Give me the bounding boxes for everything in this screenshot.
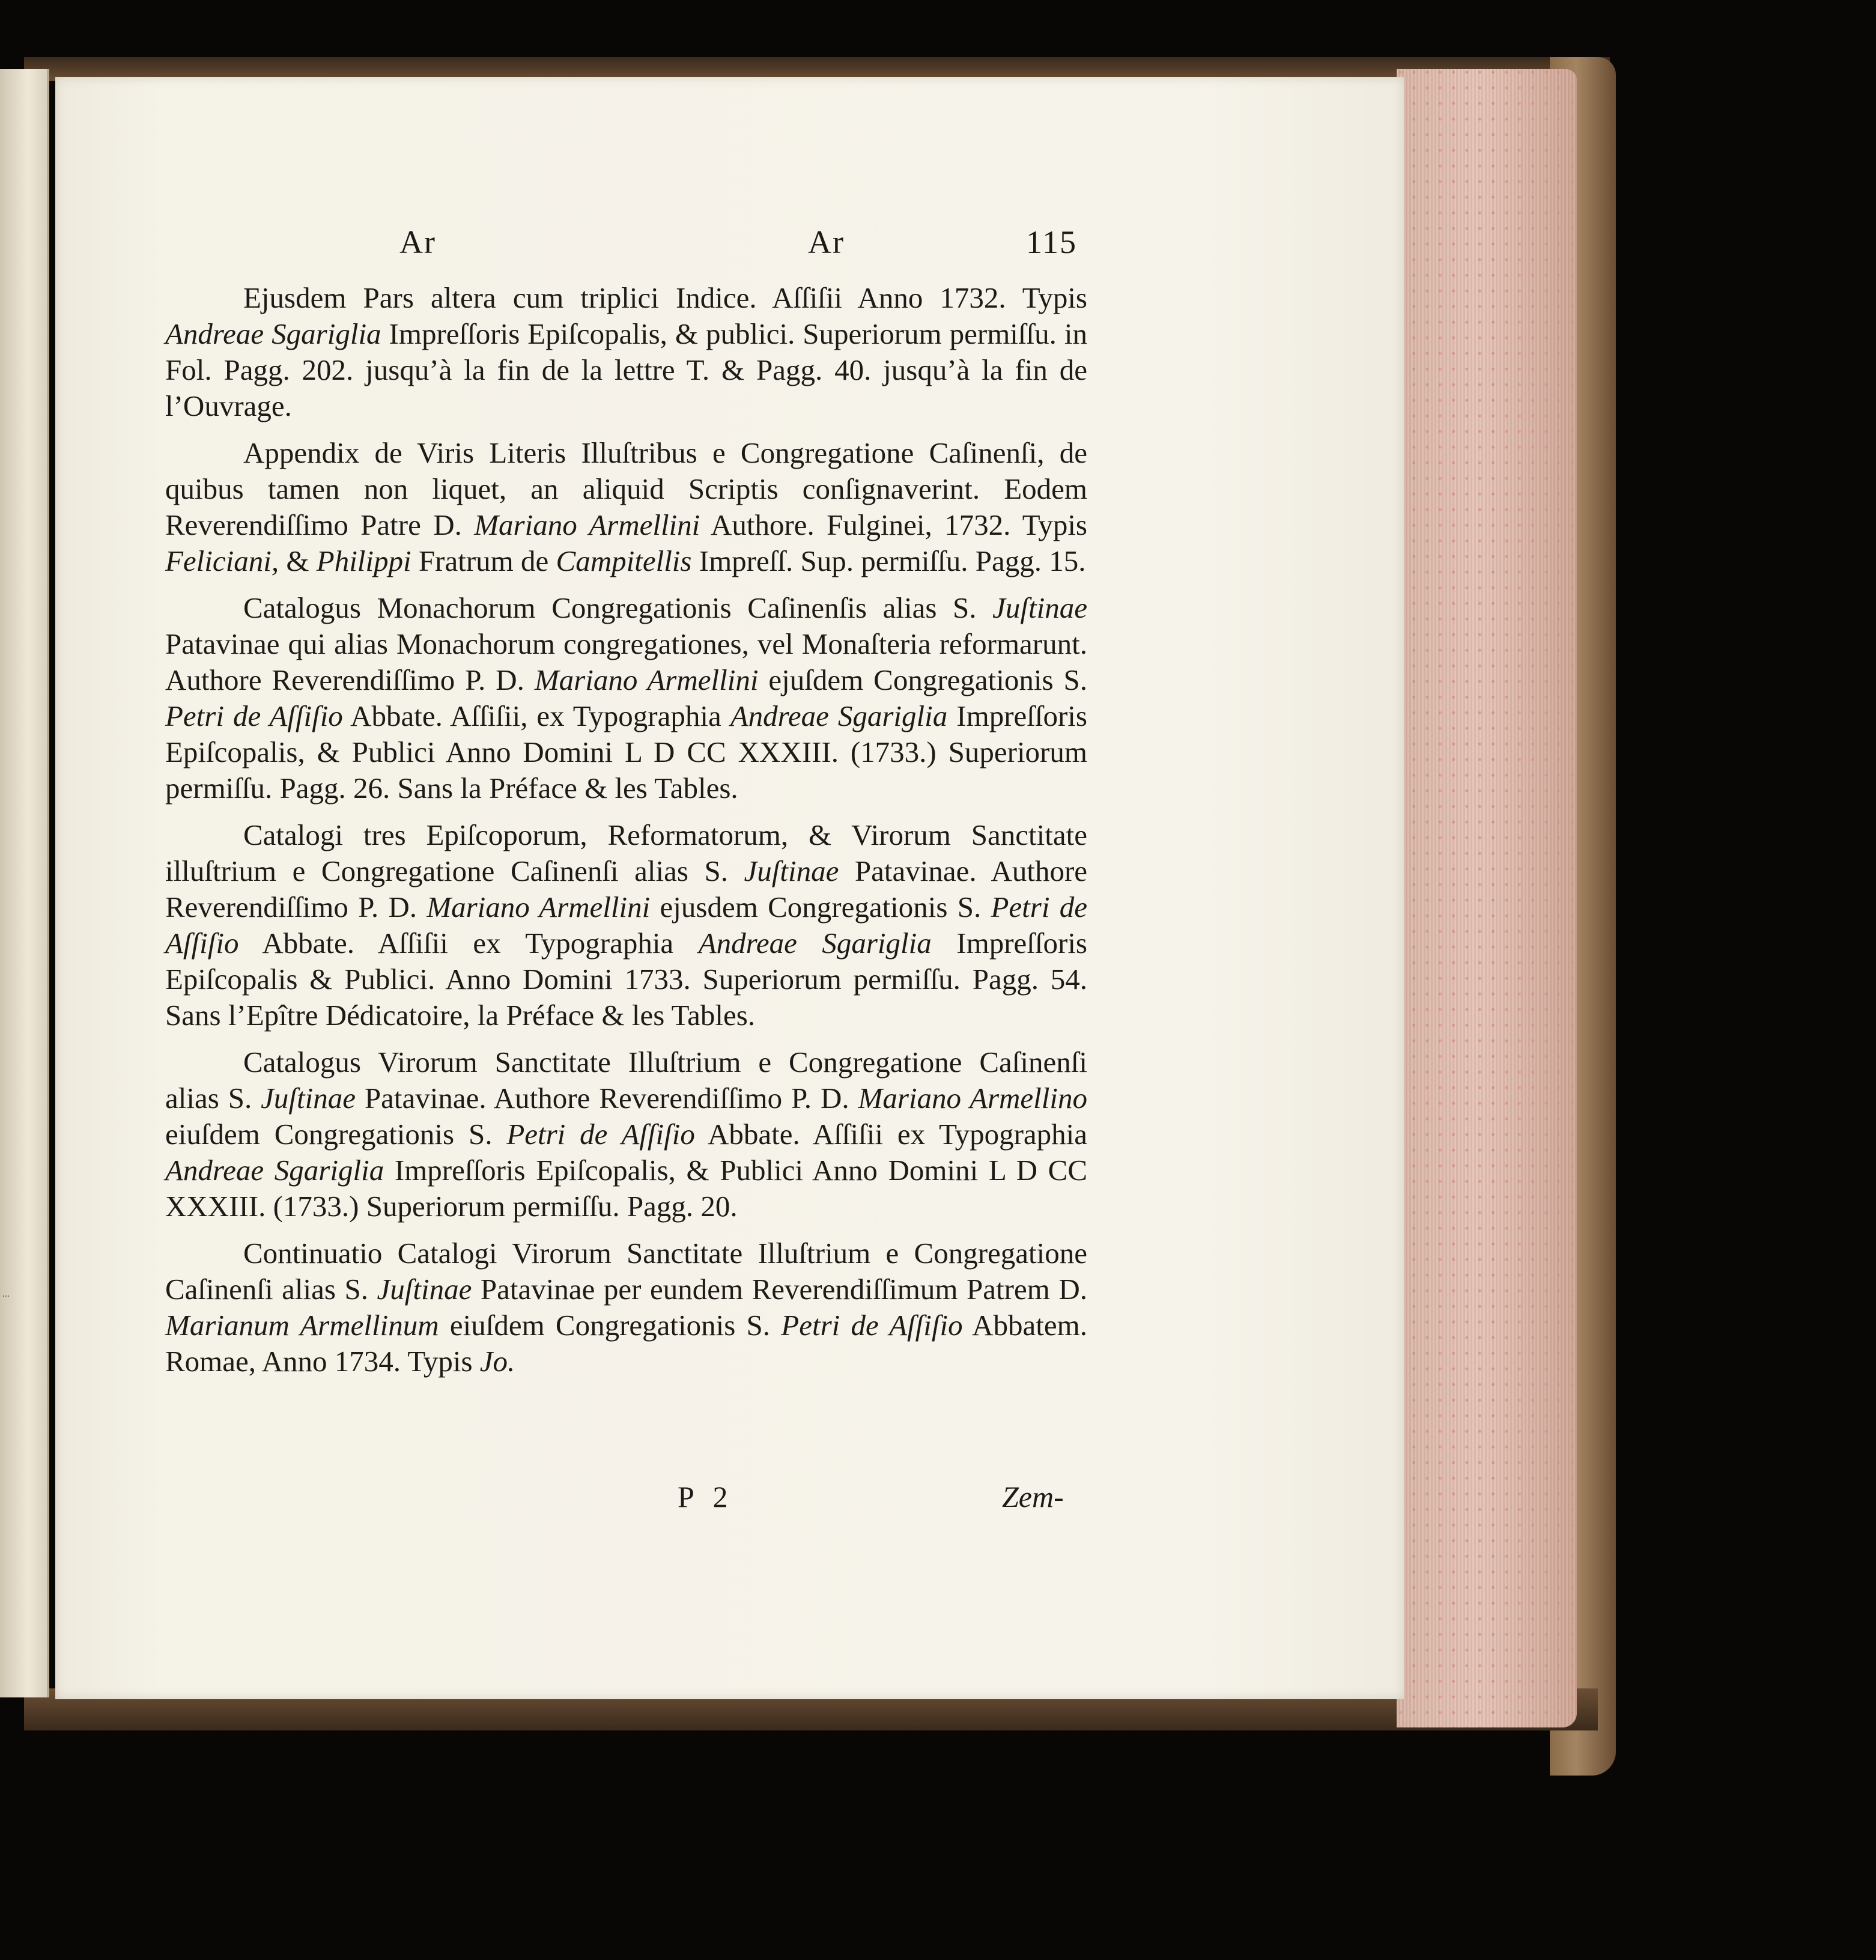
entry-text: Patavinae. Authore Reverendiſſimo P. D. [355,1082,858,1115]
italic-name-text: Mariano Armellini [474,508,700,541]
italic-name-text: Petri de Aſſiſio [781,1309,963,1342]
italic-name-text: Petri de Aſſiſio [165,890,1087,960]
entry-text: Appendix de Viris Literis Illuſtribus e Congregatione Caſinenſi, de quibus tamen non liquet, an aliquid Scriptis conſignaverint. Eodem Reverendiſſimo Patre D. [165,436,1087,541]
entry-text: Authore. Fulginei, 1732. Typis [700,508,1087,541]
italic-name-text: Petri de Aſſiſio [165,699,343,732]
bibliography-entry [165,1235,1087,1380]
entry-text: Catalogus Monachorum Congregationis Caſinenſis alias S. [243,591,993,624]
entry-text: eiuſdem Congregationis S. [165,1118,507,1151]
catchword: Zem- [1002,1480,1064,1514]
entry-text: Catalogi tres Epiſcoporum, Reformatorum, & Virorum Sanctitate illuſtrium e Congregatione Caſinenſi alias S. [165,818,1087,887]
italic-name-text: Juſtinae [377,1273,472,1306]
italic-name-text: Juſtinae [992,591,1087,624]
page-block-fore-edge [1397,69,1577,1727]
italic-name-text: Mariano Armellini [534,663,759,696]
entry-text: Continuatio Catalogi Virorum Sanctitate Illuſtrium e Congregatione Caſinenſi alias S. [165,1237,1087,1306]
italic-name-text: Andreae Sgariglia [165,317,381,350]
italic-name-text: Andreae Sgariglia [165,1154,384,1187]
italic-name-text: Philippi [316,544,411,577]
bibliography-entry [165,280,1087,424]
entry-text: Abbate. Aſſiſii ex Typographia [694,1118,1088,1151]
bibliography-entry [165,817,1087,1033]
bibliography-text-block [165,280,1087,1390]
running-head-center: Ar [808,224,845,260]
facing-page-edge [0,69,49,1697]
page-number: 115 [1026,224,1077,260]
italic-name-text: Juſtinae [261,1082,356,1115]
entry-text: Impreſſoris Epiſcopalis, & Publici Anno Domini L D CC XXXIII. (1733.) Superiorum permiſſu. Pagg. 20. [165,1154,1087,1223]
italic-name-text: Mariano Armellino [858,1082,1087,1115]
entry-text: & [279,544,317,577]
entry-text: Impreſſoris Epiſcopalis & Publici. Anno Domini 1733. Superiorum permiſſu. Pagg. 54. Sans l’Epître Dédicatoire, la Préface & les Tables. [165,927,1087,1032]
entry-text: Impreſſoris Epiſcopalis, & publici. Superiorum permiſſu. in Fol. Pagg. 202. jusqu’à la fin de la lettre T. & Pagg. 40. jusqu’à la fin de l’Ouvrage. [165,317,1087,422]
signature-mark: P 2 [678,1480,734,1514]
entry-text: Impreſſoris Epiſcopalis, & Publici Anno Domini L D CC XXXIII. (1733.) Superiorum permiſſu. Pagg. 26. Sans la Préface & les Tables. [165,699,1087,805]
entry-text: Abbatem. Romae, Anno 1734. Typis [165,1309,1087,1378]
entry-text: Catalogus Virorum Sanctitate Illuſtrium e Congregatione Caſinenſi alias S. [165,1045,1087,1115]
italic-name-text: Mariano Armellini [427,890,651,924]
running-head-left: Ar [399,224,436,260]
italic-name-text: Andreae Sgariglia [730,699,948,732]
italic-name-text: Feliciani, [165,544,279,577]
entry-text: ejuſdem Congregationis S. [758,663,1087,696]
italic-name-text: Petri de Aſſiſio [506,1118,695,1151]
italic-name-text: Andreae Sgariglia [698,927,932,960]
bibliography-entry [165,1044,1087,1225]
entry-text: Patavinae. Authore Reverendiſſimo P. D. [165,854,1088,924]
entry-text: Ejusdem Pars altera cum triplici Indice. Aſſiſii Anno 1732. Typis [243,281,1087,314]
entry-text: eiuſdem Congregationis S. [439,1309,782,1342]
italic-name-text: Marianum Armellinum [165,1309,439,1342]
entry-text: Abbate. Aſſiſii ex Typographia [238,927,699,960]
entry-text: Fratrum de [411,544,556,577]
entry-text: Patavinae per eundem Reverendiſſimum Patrem D. [472,1273,1087,1306]
bibliography-entry [165,435,1087,579]
italic-name-text: Campitellis [556,544,692,577]
italic-name-text: Juſtinae [744,854,839,887]
bibliography-entry [165,590,1087,806]
entry-text: Patavinae qui alias Monachorum congregationes, vel Monaſteria reformarunt. Authore Reverendiſſimo P. D. [165,627,1087,696]
entry-text: Impreſſ. Sup. permiſſu. Pagg. 15. [691,544,1086,577]
entry-text: Abbate. Aſſiſii, ex Typographia [342,699,730,732]
italic-name-text: Jo. [479,1345,515,1378]
facing-page-marginal-note: ... [2,1289,10,1299]
entry-text: ejusdem Congregationis S. [650,890,991,924]
